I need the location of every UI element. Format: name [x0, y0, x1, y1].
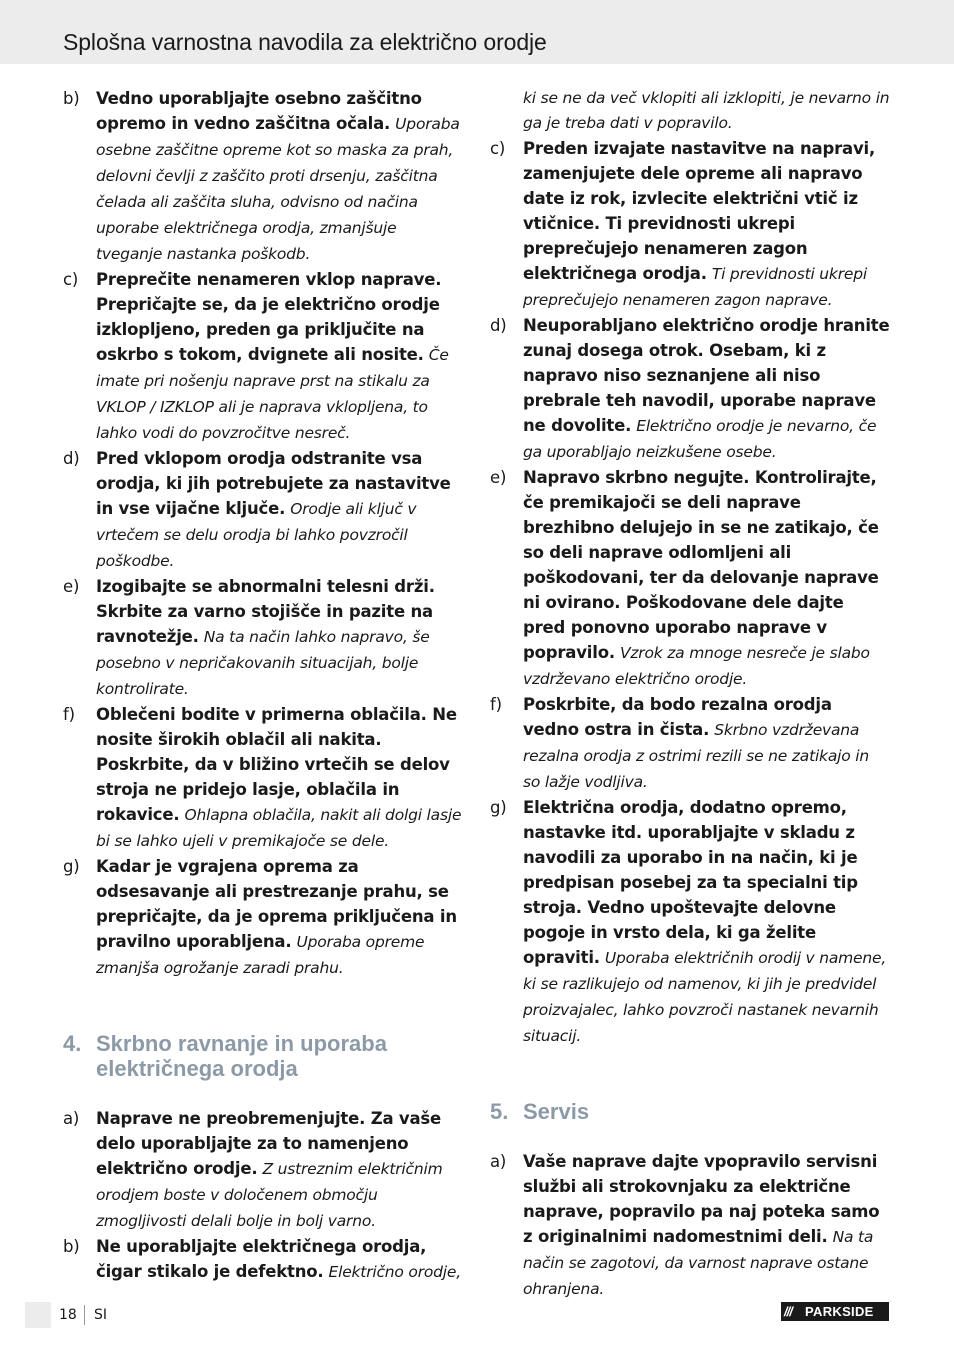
- item-italic-text: Orodje ali ključ v vrtečem se delu orodja bi lahko povzročil poškodbe.: [96, 500, 417, 570]
- section-heading-5: [490, 1099, 890, 1124]
- footer-divider: [84, 1305, 85, 1325]
- item-italic-text: Z ustreznim električnim orodjem boste v določenem območju zmogljivosti delali bolje in bolj varno.: [96, 1160, 443, 1230]
- list-item: [490, 692, 890, 795]
- list-item: [63, 854, 463, 981]
- footer-page-box: [25, 1302, 51, 1328]
- item-italic-text: Skrbno vzdrževana rezalna orodja z ostrimi rezili se ne zatikajo in so lažje vodljiva.: [523, 721, 869, 791]
- item-italic-text: Uporaba osebne zaščitne opreme kot so maska za prah, delovni čevlji z zaščito proti drsenju, zaščitna čelada ali zaščita sluha, odvisno od načina uporabe električnega orodja, zmanjšuje tveganje nastanka poškodb.: [96, 115, 460, 263]
- item-bold-text: Neuporabljano električno orodje hranite zunaj dosega otrok. Osebam, ki z napravo niso seznanjene ali niso prebrale teh navodil, uporabe naprave ne dovolite.: [523, 316, 890, 435]
- item-label: b): [63, 1237, 80, 1256]
- item-bold-text: Pred vklopom orodja odstranite vsa orodja, ki jih potrebujete za nastavitve in vse vijačne ključe.: [96, 449, 451, 518]
- logo-text: PARKSIDE: [805, 1304, 874, 1319]
- item-bold-text: Naprave ne preobremenjujte. Za vaše delo uporabljajte za to namenjeno električno orodje.: [96, 1109, 442, 1178]
- item-label: e): [63, 577, 80, 596]
- item-italic-text: Ti previdnosti ukrepi preprečujejo nenameren zagon naprave.: [523, 265, 867, 309]
- item-italic-text: Na ta način lahko napravo, še posebno v nepričakovanih situacijah, bolje kontrolirate.: [96, 628, 430, 698]
- item-label: d): [490, 316, 507, 335]
- item-italic-text: Električno orodje je nevarno, če ga uporabljajo neizkušene osebe.: [523, 417, 877, 461]
- language-code: SI: [94, 1307, 108, 1323]
- item-bold-text: Preden izvajate nastavitve na napravi, zamenjujete dele opreme ali napravo date iz rok, izvlecite električni vtič iz vtičnice. Ti previdnosti ukrepi preprečujejo nenameren zagon električnega orodja.: [523, 139, 876, 283]
- item-label: a): [63, 1109, 80, 1128]
- list-item: [490, 1149, 890, 1302]
- list-item: [63, 1234, 463, 1285]
- parkside-logo: [781, 1302, 889, 1321]
- item-bold-text: Vedno uporabljajte osebno zaščitno opremo in vedno zaščitna očala.: [96, 89, 422, 133]
- list-item: [63, 574, 463, 702]
- list-item: [63, 446, 463, 574]
- item-bold-text: Ne uporabljajte električnega orodja, čigar stikalo je defektno.: [96, 1237, 427, 1281]
- item-bold-text: Napravo skrbno negujte. Kontrolirajte, če premikajoči se deli naprave brezhibno delujejo in se ne zatikajo, če so deli naprave odlomljeni ali poškodovani, ter da delovanje naprave ni ovirano. Poškodovane dele dajte pred ponovno uporabo naprave v popravilo.: [523, 468, 879, 662]
- item-label: e): [490, 468, 507, 487]
- item-bold-text: Kadar je vgrajena oprema za odsesavanje ali prestrezanje prahu, se prepričajte, da je oprema priključena in pravilno uporabljena.: [96, 857, 457, 951]
- item-label: g): [490, 798, 507, 817]
- item-label: c): [490, 139, 506, 158]
- section-number: 5.: [490, 1099, 509, 1124]
- item-italic-text: Vzrok za mnoge nesreče je slabo vzdrževano električno orodje.: [523, 644, 870, 688]
- left-column: [63, 86, 463, 1285]
- list-item: [490, 795, 890, 1049]
- item-label: f): [63, 705, 75, 724]
- item-bold-text: Preprečite nenameren vklop naprave. Prepričajte se, da je električno orodje izklopljeno, preden ga priključite na oskrbo s tokom, dvignete ali nosite.: [96, 270, 442, 364]
- list-item: [490, 313, 890, 465]
- item-italic-text: Električno orodje,: [328, 1263, 461, 1281]
- item-italic-text: Na ta način se zagotovi, da varnost naprave ostane ohranjena.: [523, 1228, 874, 1298]
- item-italic-text: Če imate pri nošenju naprave prst na stikalu za VKLOP / IZKLOP ali je naprava vklopljena, to lahko vodi do povzročitve nesreč.: [96, 346, 449, 442]
- item-label: g): [63, 857, 80, 876]
- list-item: [490, 136, 890, 313]
- item-bold-text: Oblečeni bodite v primerna oblačila. Ne nosite širokih oblačil ali nakita. Poskrbite, da v bližino vrtečih se delov stroja ne pridejo lasje, oblačila in rokavice.: [96, 705, 457, 824]
- page-number: 18: [59, 1307, 77, 1323]
- page-title: Splošna varnostna navodila za električno orodje: [63, 29, 547, 55]
- item-bold-text: Vaše naprave dajte vpopravilo servisni službi ali strokovnjaku za električne naprave, popravilo pa naj poteka samo z originalnimi nadomestnimi deli.: [523, 1152, 880, 1246]
- item-label: d): [63, 449, 80, 468]
- list-item: [63, 267, 463, 446]
- list-item: [63, 86, 463, 267]
- logo-stripes-icon: ///: [784, 1304, 792, 1319]
- section-number: 4.: [63, 1031, 82, 1056]
- section-title: Servis: [523, 1099, 590, 1124]
- item-label: f): [490, 695, 502, 714]
- item-italic-text: Uporaba opreme zmanjša ogrožanje zaradi prahu.: [96, 933, 425, 977]
- list-item: [490, 465, 890, 692]
- list-item: [63, 1106, 463, 1234]
- item-label: c): [63, 270, 79, 289]
- item-italic-text: Uporaba električnih orodij v namene, ki se razlikujejo od namenov, ki jih je predvidel proizvajalec, lahko povzroči nastanek nevarnih situacij.: [523, 949, 887, 1045]
- right-column: [490, 86, 890, 1302]
- page-header: [0, 0, 954, 64]
- list-item: [63, 702, 463, 854]
- section-title: Skrbno ravnanje in uporaba električnega orodja: [96, 1031, 387, 1081]
- item-italic-text: Ohlapna oblačila, nakit ali dolgi lasje bi se lahko ujeli v premikajoče se dele.: [96, 806, 462, 850]
- item-bold-text: Električna orodja, dodatno opremo, nastavke itd. uporabljajte v skladu z navodili za uporabo in na način, ki je predpisan posebej za ta specialni tip stroja. Vedno upoštevajte delovne pogoje in vrsto dela, ki ga želite opraviti.: [523, 798, 858, 967]
- item-continuation: ki se ne da več vklopiti ali izklopiti, je nevarno in ga je treba dati v popravilo.: [523, 89, 890, 132]
- section-heading-4: [63, 1031, 463, 1081]
- item-bold-text: Izogibajte se abnormalni telesni drži. Skrbite za varno stojišče in pazite na ravnotežje.: [96, 577, 435, 646]
- item-bold-text: Poskrbite, da bodo rezalna orodja vedno ostra in čista.: [523, 695, 832, 739]
- item-label: a): [490, 1152, 507, 1171]
- item-label: b): [63, 89, 80, 108]
